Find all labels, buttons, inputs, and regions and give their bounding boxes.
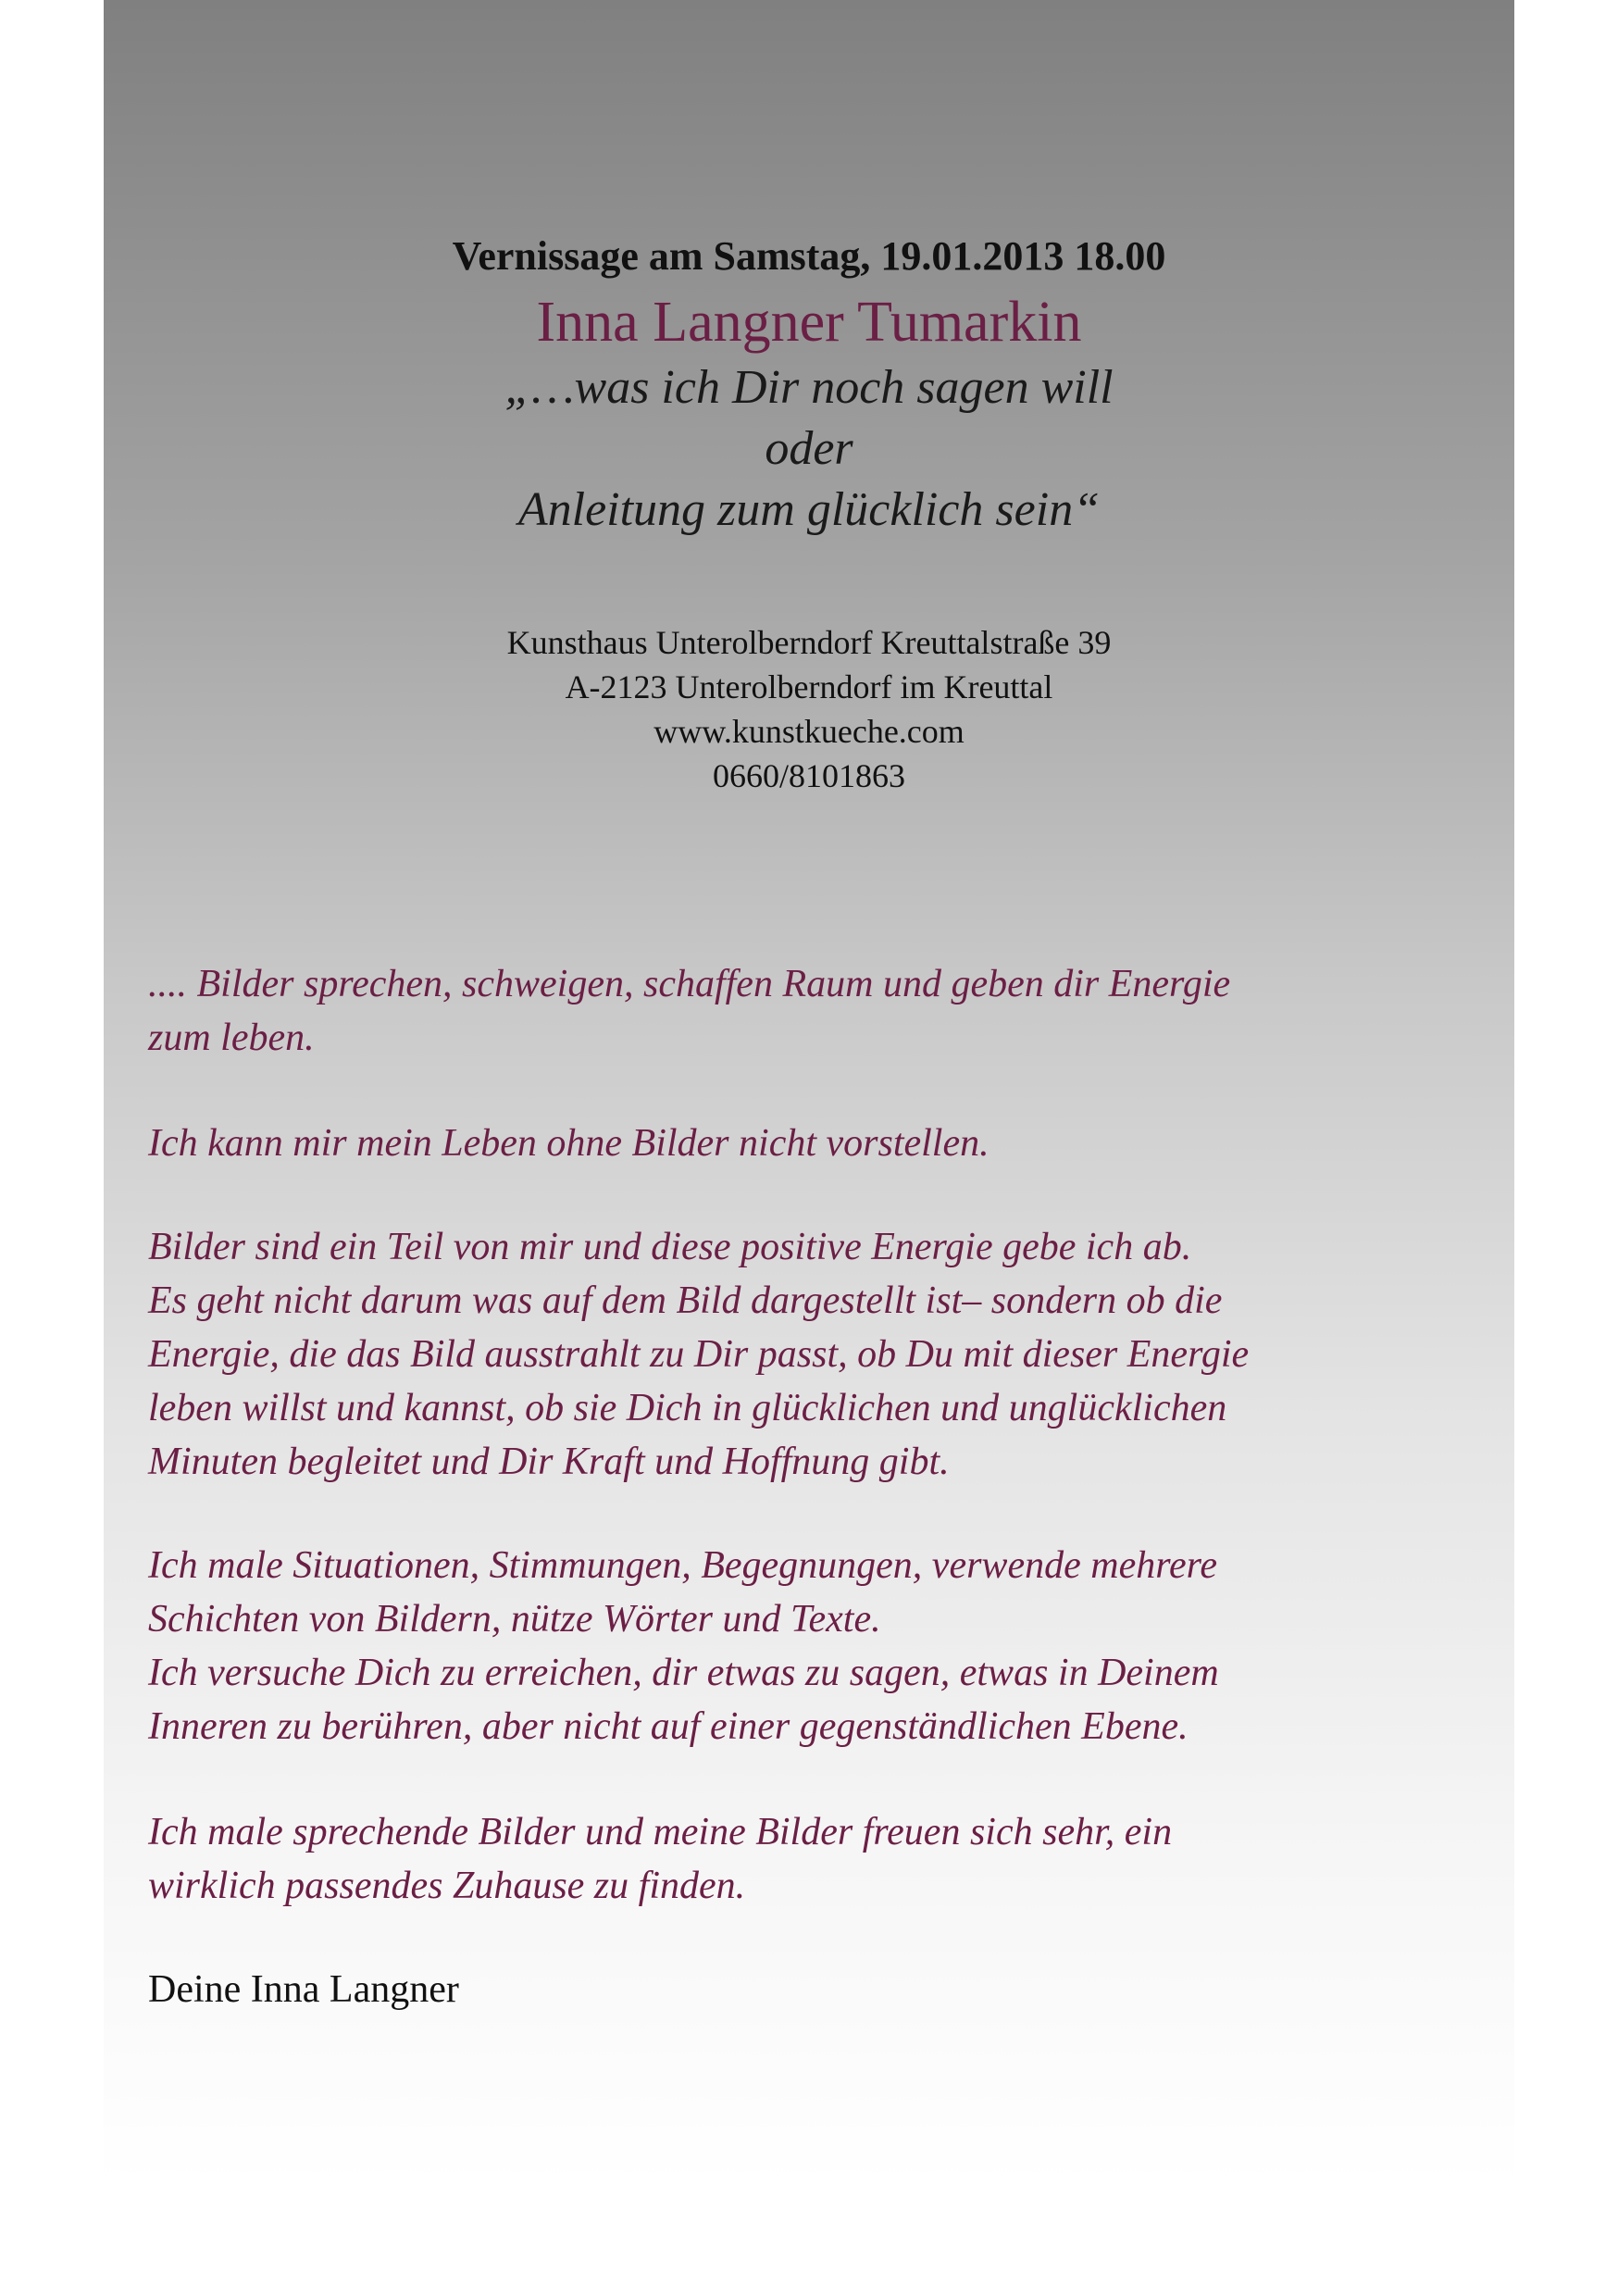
artist-name: Inna Langner Tumarkin [536,291,1082,354]
paragraph-4-line-4: Inneren zu berühren, aber nicht auf einer gegenständlichen Ebene. [148,1705,1189,1748]
paragraph-5-line-2: wirklich passendes Zuhause zu finden. [148,1865,746,1907]
paragraph-3-line-5: Minuten begleitet und Dir Kraft und Hoffnung gibt. [148,1441,950,1483]
paragraph-2-line-1: Ich kann mir mein Leben ohne Bilder nicht vorstellen. [148,1122,989,1165]
exhibition-title-line-3: Anleitung zum glücklich sein“ [517,483,1101,536]
paragraph-4 [148,1539,1500,1753]
address-venue: Kunsthaus Unterolberndorf Kreuttalstraße 39 [506,624,1112,661]
paragraph-3-line-4: leben willst und kannst, ob sie Dich in glücklichen und unglücklichen [148,1387,1227,1429]
exhibition-title-line-2: oder [765,422,853,475]
exhibition-title-line-1: „…was ich Dir noch sagen will [504,361,1114,414]
signature: Deine Inna Langner [148,1968,459,2011]
paragraph-1-line-2: zum leben. [148,1017,315,1059]
paragraph-3-line-2: Es geht nicht darum was auf dem Bild dargestellt ist– sondern ob die [148,1279,1223,1322]
paragraph-2 [148,1117,1500,1170]
event-heading: Vernissage am Samstag, 19.01.2013 18.00 [452,233,1166,279]
paragraph-1-line-1: .... Bilder sprechen, schweigen, schaffen Raum und geben dir Energie [148,963,1231,1005]
paragraph-5-line-1: Ich male sprechende Bilder und meine Bilder freuen sich sehr, ein [148,1811,1173,1853]
gradient-panel [104,0,1514,2185]
address-phone: 0660/8101863 [712,757,905,794]
paragraph-4-line-3: Ich versuche Dich zu erreichen, dir etwas zu sagen, etwas in Deinem [148,1652,1219,1694]
address-website: www.kunstkueche.com [653,713,965,750]
paragraph-5 [148,1805,1500,1913]
paragraph-1 [148,957,1500,1065]
paragraph-3 [148,1220,1500,1489]
paragraph-4-line-1: Ich male Situationen, Stimmungen, Begegnungen, verwende mehrere [148,1544,1218,1587]
paragraph-3-line-3: Energie, die das Bild ausstrahlt zu Dir passt, ob Du mit dieser Energie [148,1333,1250,1376]
paragraph-3-line-1: Bilder sind ein Teil von mir und diese positive Energie gebe ich ab. [148,1226,1192,1268]
paragraph-4-line-2: Schichten von Bildern, nütze Wörter und Texte. [148,1598,881,1641]
address-city: A-2123 Unterolberndorf im Kreuttal [565,668,1053,705]
